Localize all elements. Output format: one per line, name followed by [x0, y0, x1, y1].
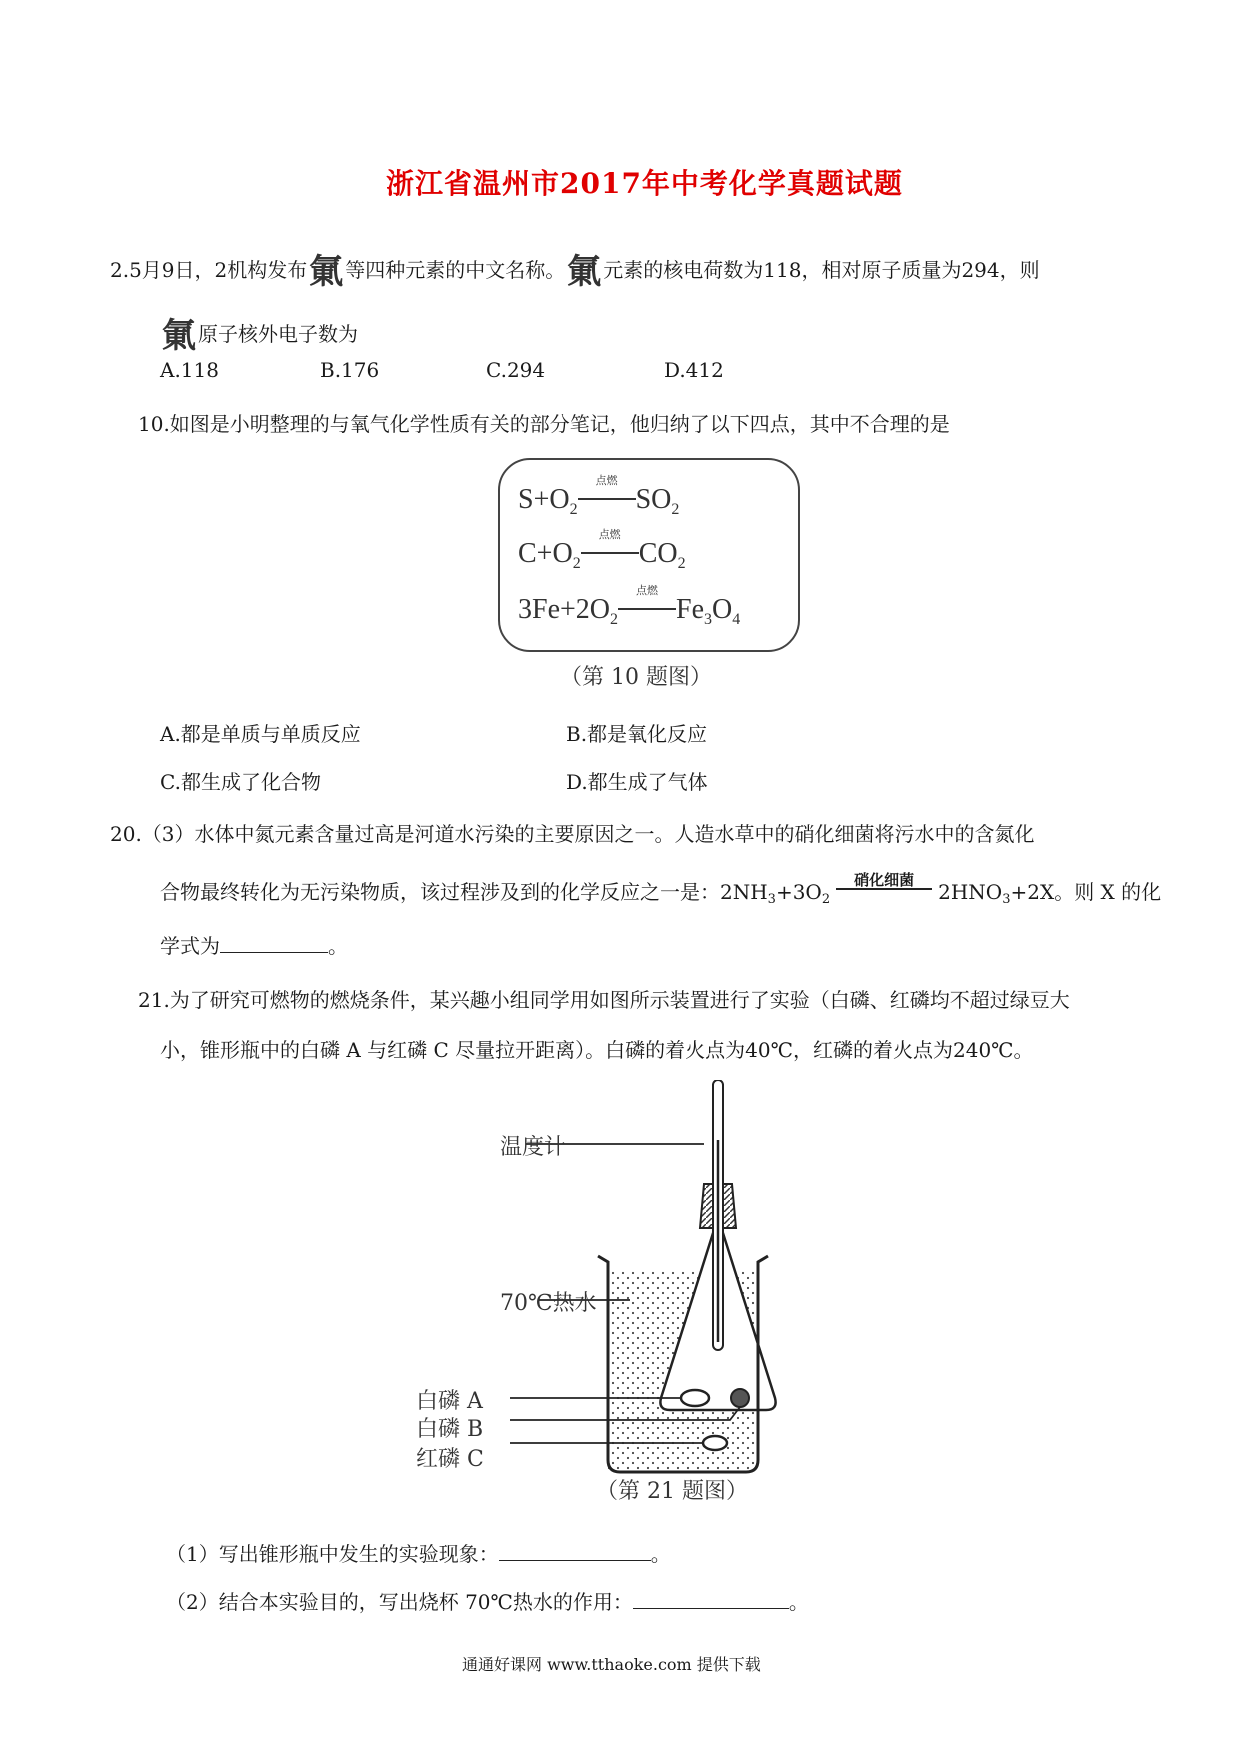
q20-o2-sub: 2: [821, 892, 831, 907]
q20-answer-blank[interactable]: [220, 952, 328, 953]
red-phosphorus-c: [731, 1389, 749, 1407]
q20-line2-suffix: +2X。则 X 的化: [1010, 880, 1162, 904]
q21-sub1-blank[interactable]: [499, 1560, 651, 1561]
q21-sub2-prefix: （2）结合本实验目的，写出烧杯 70℃热水的作用：: [166, 1590, 633, 1614]
q21-sub2-suffix: 。: [788, 1590, 809, 1614]
q2-line1: [110, 244, 1040, 293]
q10-figure-caption: （第 10 题图）: [560, 665, 712, 690]
q10-equation-3: [518, 585, 741, 629]
q21-sub2: [166, 1586, 809, 1615]
eq3-arrow: [618, 585, 676, 616]
q21-line1: 21.为了研究可燃物的燃烧条件，某兴趣小组同学用如图所示装置进行了实验（白磷、红磷均不超过绿豆大: [138, 988, 1070, 1012]
q21-sub1-suffix: 。: [650, 1542, 671, 1566]
q20-product: 2HNO: [938, 880, 1003, 904]
eq1-right: SO: [635, 484, 672, 515]
element-glyph-2: 氭: [567, 252, 602, 292]
eq3-right-b: O: [712, 594, 733, 625]
q10-equation-1: [518, 475, 680, 519]
label-hot-water: 70℃热水: [500, 1291, 597, 1316]
q2-option-c: C.294: [486, 358, 546, 382]
label-thermometer: 温度计: [500, 1135, 567, 1160]
q2-option-a: A.118: [160, 358, 219, 382]
q2-line1-prefix: 2.5月9日，2机构发布: [110, 258, 308, 282]
element-glyph-1: 氭: [309, 252, 344, 292]
eq1-arrow: [578, 475, 636, 506]
q20-condition-arrow: [836, 872, 932, 890]
q10-text: 10.如图是小明整理的与氧气化学性质有关的部分笔记，他归纳了以下四点，其中不合理的是: [138, 412, 950, 436]
eq3-left: 3Fe+2O: [518, 594, 611, 625]
q20-line3-suffix: 。: [328, 934, 348, 958]
eq3-left-sub: 2: [610, 611, 619, 628]
q2-option-d: D.412: [664, 358, 724, 382]
eq1-condition: 点燃: [595, 475, 618, 487]
q2-line1-mid: 等四种元素的中文名称。: [345, 258, 566, 282]
q20-condition: 硝化细菌: [854, 871, 915, 889]
eq2-left: C+O: [518, 538, 573, 569]
q20-line2-prefix: 合物最终转化为无污染物质，该过程涉及到的化学反应之一是：2NH: [160, 880, 768, 904]
q20-hno3-sub: 3: [1002, 892, 1011, 907]
eq1-left: S+O: [518, 484, 570, 515]
q20-line3-prefix: 学式为: [160, 934, 220, 958]
eq2-arrow: [581, 529, 639, 560]
q21-figure-caption: （第 21 题图）: [596, 1479, 748, 1504]
q20-line2: [160, 871, 1162, 907]
eq2-right-sub: 2: [677, 555, 686, 572]
q2-line2: [160, 308, 358, 357]
element-glyph-3: 氭: [162, 316, 196, 356]
q10-option-c: C.都生成了化合物: [160, 770, 321, 794]
q20-line3: [160, 930, 348, 959]
q21-sub1-prefix: （1）写出锥形瓶中发生的实验现象：: [166, 1542, 499, 1566]
white-phosphorus-b: [703, 1436, 727, 1450]
q20-nh3-sub: 3: [767, 892, 776, 907]
q21-sub2-blank[interactable]: [633, 1608, 789, 1609]
eq3-condition: 点燃: [636, 585, 659, 597]
q10-option-b: B.都是氧化反应: [566, 722, 708, 746]
q2-line1-suffix: 元素的核电荷数为118，相对原子质量为294，则: [603, 258, 1040, 282]
eq3-right-sub1: 3: [704, 611, 713, 628]
label-phosphorus-b: 白磷 B: [416, 1417, 484, 1442]
q2-line2-suffix: 原子核外电子数为: [198, 322, 358, 346]
eq3-right-a: Fe: [676, 594, 705, 625]
q10-option-d: D.都生成了气体: [566, 770, 708, 794]
white-phosphorus-a: [681, 1390, 709, 1406]
eq1-right-sub: 2: [671, 501, 680, 518]
eq2-condition: 点燃: [598, 529, 621, 541]
q10-option-a: A.都是单质与单质反应: [160, 722, 361, 746]
label-phosphorus-c: 红磷 C: [416, 1447, 484, 1472]
eq1-left-sub: 2: [569, 501, 578, 518]
q20-o2: +3O: [775, 880, 822, 904]
q2-option-b: B.176: [320, 358, 380, 382]
page-title: 浙江省温州市2017年中考化学真题试题: [386, 167, 903, 200]
eq3-right-sub2: 4: [732, 611, 741, 628]
q21-sub1: [166, 1538, 671, 1567]
footer-credit: 通通好课网 www.tthaoke.com 提供下载: [462, 1655, 761, 1674]
eq2-right: CO: [638, 538, 678, 569]
eq2-left-sub: 2: [572, 555, 581, 572]
q10-equation-2: [518, 529, 686, 573]
label-phosphorus-a: 白磷 A: [416, 1389, 483, 1414]
q21-line2: 小，锥形瓶中的白磷 A 与红磷 C 尽量拉开距离）。白磷的着火点为40℃，红磷的着火点为240℃。: [160, 1038, 1034, 1062]
q20-line1: 20.（3）水体中氮元素含量过高是河道水污染的主要原因之一。人造水草中的硝化细菌将污水中的含氮化: [110, 822, 1035, 846]
